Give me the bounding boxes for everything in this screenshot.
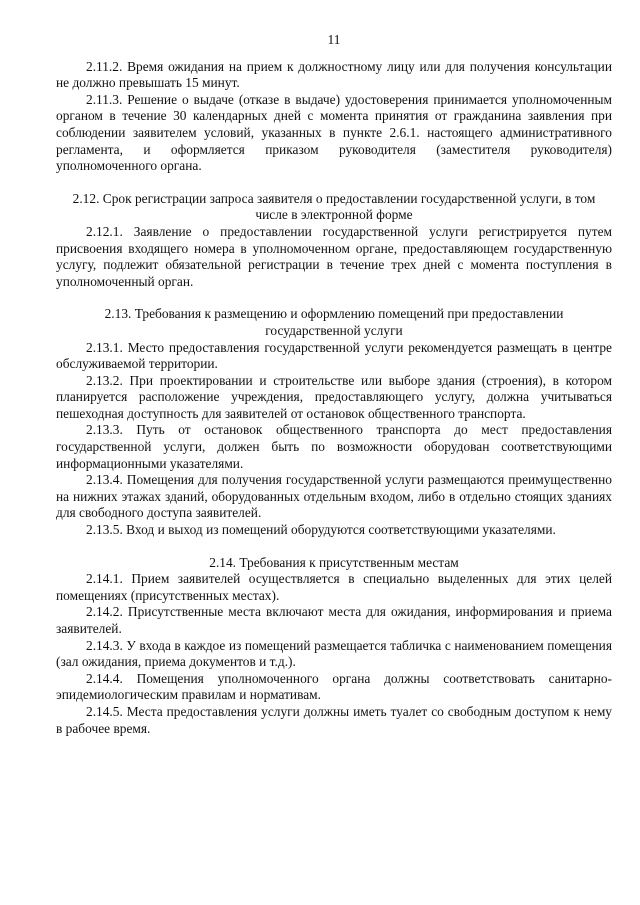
section-gap (56, 175, 612, 191)
section-gap (56, 290, 612, 306)
paragraph-2-14-1: 2.14.1. Прием заявителей осуществляется в специально выделенных для этих целей помещениях (присутственных местах). (56, 571, 612, 603)
paragraph-2-13-3: 2.13.3. Путь от остановок общественного транспорта до мест предоставления государственной услуги, должен быть по возможности оборудован соответствующими информационными указателями. (56, 422, 612, 471)
paragraph-2-14-2: 2.14.2. Присутственные места включают места для ожидания, информирования и приема заявителей. (56, 604, 612, 636)
paragraph-2-13-4: 2.13.4. Помещения для получения государственной услуги размещаются преимущественно на нижних этажах зданий, оборудованных отдельным входом, либо в отдельно стоящих зданиях для свободного доступа заявителей. (56, 472, 612, 521)
heading-2-13: 2.13. Требования к размещению и оформлению помещений при предоставлении государственной услуги (104, 306, 564, 338)
heading-2-14: 2.14. Требования к присутственным местам (209, 554, 459, 570)
paragraph-2-14-3: 2.14.3. У входа в каждое из помещений размещается табличка с наименованием помещения (зал ожидания, приема документов и т.д.). (56, 637, 612, 670)
page-number: 11 (327, 32, 341, 47)
section-gap (56, 539, 612, 555)
paragraph-2-13-5: 2.13.5. Вход и выход из помещений оборудуются соответствующими указателями. (86, 522, 556, 538)
paragraph-2-13-1: 2.13.1. Место предоставления государственной услуги рекомендуется размещать в центре обслуживаемой территории. (56, 339, 612, 372)
paragraph-2-14-4: 2.14.4. Помещения уполномоченного органа должны соответствовать санитарно-эпидемиологическим правилам и нормативам. (56, 670, 612, 703)
paragraph-2-12-1: 2.12.1. Заявление о предоставлении государственной услуги регистрируется путем присвоения входящего номера в уполномоченном органе, предоставляющем государственную услугу, подлежит обязательной регистрации в течение трех дней с момента поступления в уполномоченный орган. (56, 223, 612, 289)
paragraph-2-11-3: 2.11.3. Решение о выдаче (отказе в выдаче) удостоверения принимается уполномоченным органом в течение 30 календарных дней с момента принятия от гражданина заявления при соблюдении заявителем условий, указанных в пункте 2.6.1. настоящего административного регламента, и оформляется приказом руководителя (заместителя руководителя) уполномоченного органа. (56, 91, 612, 174)
paragraph-2-14-5: 2.14.5. Места предоставления услуги должны иметь туалет со свободным доступом к нему в рабочее время. (56, 703, 612, 736)
paragraph-2-11-2: 2.11.2. Время ожидания на прием к должностному лицу или для получения консультации не должно превышать 15 минут. (56, 58, 612, 91)
heading-2-12: 2.12. Срок регистрации запроса заявителя о предоставлении государственной услуги, в том числе в электронной форме (72, 190, 596, 223)
paragraph-2-13-2: 2.13.2. При проектировании и строительстве или выборе здания (строения), в котором планируется расположение учреждения, предоставляющего услугу, должна учитываться пешеходная доступность для заявителей от остановок общественного транспорта. (56, 372, 612, 421)
